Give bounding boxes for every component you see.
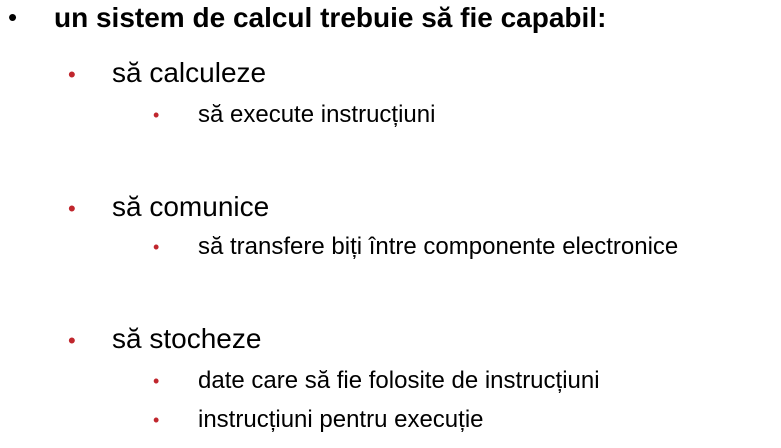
group-label-comunice: să comunice [112, 191, 270, 222]
sub-bullet: • [153, 237, 160, 257]
heading-bullet: • [8, 2, 18, 32]
sub-item-execute: să execute instrucțiuni [198, 101, 436, 128]
group-bullet-stocheze: • [68, 328, 76, 353]
heading-text: un sistem de calcul trebuie să fie capabil: [54, 2, 607, 33]
group-label-stocheze: să stocheze [112, 323, 262, 354]
sub-bullet: • [153, 371, 160, 391]
group-bullet-calculeze: • [68, 62, 76, 87]
sub-bullet: • [153, 105, 160, 125]
sub-bullet: • [153, 410, 160, 430]
sub-item-transfere: să transfere biți între componente electronice [198, 233, 679, 260]
group-label-calculeze: să calculeze [112, 57, 267, 88]
sub-item-date: date care să fie folosite de instrucțiuni [198, 367, 600, 394]
sub-item-instructiuni: instrucțiuni pentru execuție [198, 406, 484, 433]
group-bullet-comunice: • [68, 196, 76, 221]
